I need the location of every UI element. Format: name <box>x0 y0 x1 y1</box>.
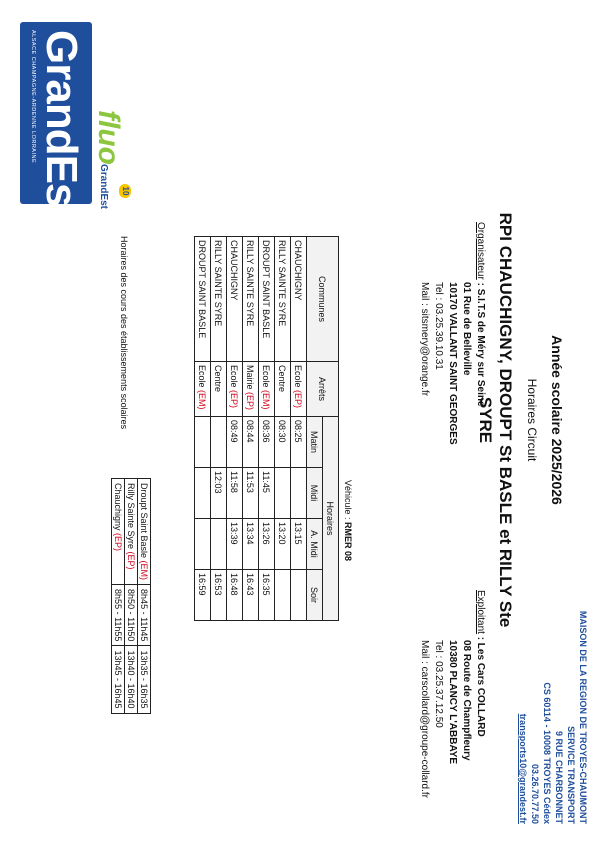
school-morning: 8h45 - 11h45 <box>138 585 151 646</box>
exploitant-tel: Tel : 03.25.37.12.50 <box>433 640 444 728</box>
header-midi: Midi <box>307 468 323 519</box>
arret-text: Centre <box>213 365 224 393</box>
cell-commune: RILLY SAINTE SYRE <box>243 237 259 362</box>
fluo-text: fluo <box>92 110 125 165</box>
organisateur-label: Organisateur <box>475 222 486 280</box>
organisateur-mail[interactable]: Mail : sitsmery@orange.fr <box>419 282 430 397</box>
cell-matin <box>195 417 211 468</box>
school-name <box>138 479 151 585</box>
organisateur-addr1: 01 Rue de Belleville <box>461 282 472 376</box>
cell-amidi: 13:15 <box>291 519 307 570</box>
cell-matin: 08:25 <box>291 417 307 468</box>
organisateur-addr2: 10170 VALLANT SAINT GEORGES <box>447 282 458 445</box>
school-year-title: Année scolaire 2025/2026 <box>549 335 565 505</box>
school-morning: 8h55 - 11h55 <box>112 585 125 646</box>
cell-soir <box>291 570 307 621</box>
school-afternoon: 13h35 - 16h35 <box>138 646 151 713</box>
vehicule-line <box>343 480 353 561</box>
cell-commune: CHAUCHIGNY <box>227 237 243 362</box>
table-row <box>112 479 125 714</box>
exploitant-label: Exploitant <box>475 590 486 634</box>
school-tag: (EM) <box>139 560 149 581</box>
region-email[interactable]: transports10@grandest.fr <box>518 713 528 824</box>
cell-midi: 11:45 <box>259 468 275 519</box>
cell-midi: 11:53 <box>243 468 259 519</box>
arret-text: Ecole <box>261 365 272 391</box>
cell-arret <box>227 362 243 417</box>
cell-soir: 16:53 <box>211 570 227 621</box>
school-name <box>112 479 125 585</box>
cell-arret <box>275 362 291 417</box>
school-name-text: Droupt Saint Basle <box>139 483 149 561</box>
cell-commune: RILLY SAINTE SYRE <box>275 237 291 362</box>
cell-matin: 08:49 <box>227 417 243 468</box>
cell-midi: 12:03 <box>211 468 227 519</box>
vehicule-value: RMER 08 <box>343 522 353 562</box>
timetable <box>194 236 339 621</box>
grandest-logo <box>20 22 92 221</box>
table-row <box>211 237 227 621</box>
cell-soir <box>275 570 291 621</box>
cell-matin <box>211 417 227 468</box>
school-tag: (EP) <box>113 533 123 552</box>
circuit-subtitle: Horaires Circuit <box>525 378 539 462</box>
fluo-logo <box>85 110 130 220</box>
arret-tag: (EP) <box>293 390 304 409</box>
region-line1: MAISON DE LA REGION DE TROYES-CHAUMONT <box>578 610 588 824</box>
cell-midi <box>291 468 307 519</box>
cell-commune: DROUPT SAINT BASLE <box>195 237 211 362</box>
cell-matin: 08:30 <box>275 417 291 468</box>
cell-matin: 08:44 <box>243 417 259 468</box>
fluo-number-badge: 10 <box>119 184 131 198</box>
school-name-text: Rilly Sainte Syre <box>126 483 136 552</box>
region-phone: 03.26.70.77.50 <box>530 763 540 824</box>
organisateur-tel: Tel : 03.25.39.10.31 <box>433 282 444 370</box>
cell-soir: 16:43 <box>243 570 259 621</box>
circuit-title: RPI CHAUCHIGNY, DROUPT St BASLE et RILLY Ste SYRE <box>476 212 515 628</box>
exploitant-block <box>417 590 487 798</box>
school-tag: (EP) <box>126 551 136 570</box>
table-row <box>243 237 259 621</box>
cell-soir: 16:59 <box>195 570 211 621</box>
cell-arret <box>211 362 227 417</box>
cell-commune: RILLY SAINTE SYRE <box>211 237 227 362</box>
cell-midi <box>195 468 211 519</box>
header-communes: Communes <box>307 237 339 362</box>
cell-arret <box>291 362 307 417</box>
cell-arret <box>195 362 211 417</box>
exploitant-name: : Les Cars COLLARD <box>475 633 486 737</box>
cell-midi <box>275 468 291 519</box>
organisateur-name: : S.I.T.S de Méry sur Seine <box>475 279 486 407</box>
grandest-tagline: ALSACE CHAMPAGNE-ARDENNE LORRAINE <box>30 30 36 164</box>
arret-tag: (EP) <box>229 390 240 409</box>
header-arrets: Arrêts <box>307 362 339 417</box>
exploitant-mail[interactable]: Mail : carscollard@groupe-collard.fr <box>419 640 430 798</box>
arret-text: Ecole <box>229 365 240 391</box>
school-afternoon: 13h40 - 16h40 <box>125 646 138 713</box>
cell-amidi: 13:20 <box>275 519 291 570</box>
cell-amidi: 13:34 <box>243 519 259 570</box>
school-hours-table <box>111 478 151 714</box>
school-name-text: Chauchigny <box>113 483 123 534</box>
exploitant-addr1: 08 Route de Champfleury <box>461 640 472 761</box>
table-row <box>291 237 307 621</box>
cell-amidi <box>195 519 211 570</box>
header-matin: Matin <box>307 417 323 468</box>
arret-text: Ecole <box>293 365 304 391</box>
table-row <box>138 479 151 714</box>
cell-arret <box>243 362 259 417</box>
cell-matin: 08:36 <box>259 417 275 468</box>
table-row <box>259 237 275 621</box>
header-amidi: A. Midi <box>307 519 323 570</box>
region-header <box>517 611 589 824</box>
cell-commune: CHAUCHIGNY <box>291 237 307 362</box>
school-name <box>125 479 138 585</box>
school-morning: 8h50 - 11h50 <box>125 585 138 646</box>
header-horaires: Horaires <box>323 417 339 621</box>
region-line3: 9 RUE CHARBONNET <box>554 730 564 824</box>
school-hours-note: Horaires des cours des établissements scolaires <box>119 236 129 430</box>
cell-amidi: 13:26 <box>259 519 275 570</box>
cell-amidi: 13:39 <box>227 519 243 570</box>
exploitant-addr2: 10380 PLANCY L'ABBAYE <box>447 640 458 765</box>
arret-text: Mairie <box>245 365 256 393</box>
header-soir: Soir <box>307 570 323 621</box>
arret-tag: (EM) <box>197 390 208 410</box>
table-row <box>227 237 243 621</box>
fluo-grandest: GrandEst <box>98 164 109 210</box>
table-row <box>275 237 291 621</box>
cell-arret <box>259 362 275 417</box>
region-line4: CS 60114 - 10008 TROYES Cédex <box>542 682 552 824</box>
table-row <box>195 237 211 621</box>
cell-amidi <box>211 519 227 570</box>
organisateur-block <box>417 222 487 445</box>
region-line2: SERVICE TRANSPORT <box>566 726 576 824</box>
cell-commune: DROUPT SAINT BASLE <box>259 237 275 362</box>
cell-soir: 16:35 <box>259 570 275 621</box>
vehicule-label: Véhicule : <box>343 480 353 523</box>
arret-text: Centre <box>277 365 288 393</box>
arret-tag: (EM) <box>261 390 272 410</box>
table-row <box>125 479 138 714</box>
grandest-brand: GrandEst <box>37 30 86 221</box>
arret-tag: (EP) <box>245 392 256 411</box>
cell-midi: 11:58 <box>227 468 243 519</box>
arret-text: Ecole <box>197 365 208 391</box>
cell-soir: 16:48 <box>227 570 243 621</box>
school-afternoon: 13h45 - 16h45 <box>112 646 125 713</box>
